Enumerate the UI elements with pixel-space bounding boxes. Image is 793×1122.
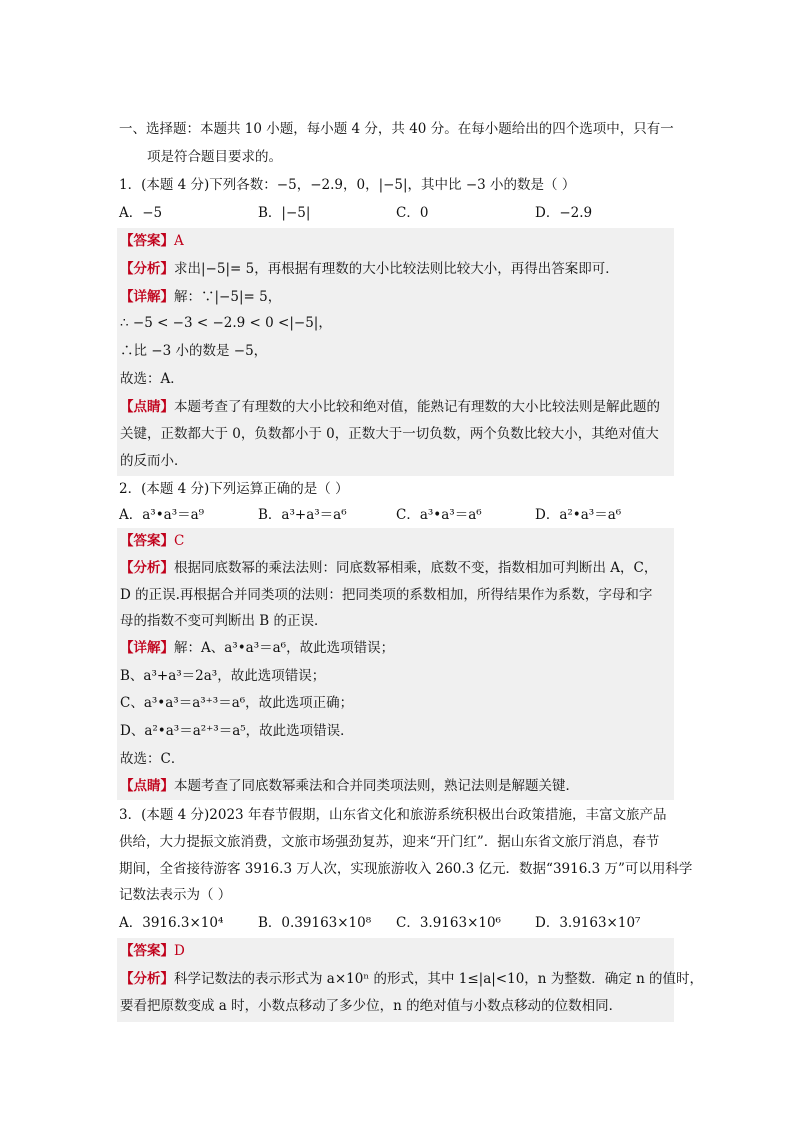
answer-tag: 【答案】 [120,533,174,549]
detail-text: 解：A、a³•a³＝a⁶，故此选项错误； [174,640,395,656]
q2-solution-box [117,528,674,800]
q1-choose: 故选：A． [120,371,184,387]
q2-stem: 2．(本题 4 分)下列运算正确的是（ ） [119,481,349,497]
analysis-text: 科学记数法的表示形式为 a×10ⁿ 的形式，其中 1≤|a|<10，n 为整数．确定 n 的值时， [174,971,704,987]
q1-option-c: C．0 [396,205,429,221]
q3-solution-box [117,938,704,1022]
analysis-text: 求出|−5|= 5，再根据有理数的大小比较法则比较大小，再得出答案即可． [174,261,619,277]
answer-value: C [174,533,185,549]
q1-detail [120,288,281,306]
comment-tag: 【点睛】 [120,778,174,794]
answer-value: A [174,233,184,249]
q1-comment-3: 的反而小． [120,453,188,469]
q1-option-b: B．|−5| [258,205,311,221]
q3-option-b: B．0.39163×10⁸ [258,915,372,931]
q2-analysis-2: D 的正误.再根据合并同类项的法则：把同类项的系数相加，所得结果作为系数，字母和字 [120,587,653,603]
analysis-tag: 【分析】 [120,560,174,576]
q2-detail-4: D、a²•a³＝a²⁺³＝a⁵，故此选项错误． [120,723,354,739]
q2-option-d: D．a²•a³＝a⁶ [535,507,622,523]
analysis-tag: 【分析】 [120,971,174,987]
q3-option-c: C．3.9163×10⁶ [396,915,501,931]
comment-text: 本题考查了有理数的大小比较和绝对值，能熟记有理数的大小比较法则是解此题的 [174,399,660,415]
q1-option-a: A．−5 [119,205,163,221]
q3-analysis [120,970,703,988]
q1-answer [120,232,184,250]
q1-analysis [120,260,619,278]
q2-analysis-3: 母的指数不变可判断出 B 的正误． [120,613,328,629]
q1-comment-2: 关键，正数都大于 0，负数都小于 0，正数大于一切负数，两个负数比较大小，其绝对值大 [120,426,659,442]
q2-answer [120,532,184,550]
q3-stem: 3．(本题 4 分)2023 年春节假期，山东省文化和旅游系统积极出台政策措施，丰富文旅产品 [119,807,667,823]
q3-option-a: A．3916.3×10⁴ [119,915,224,931]
answer-value: D [174,943,185,959]
q2-analysis [120,559,657,577]
section-heading: 一、选择题：本题共 10 小题，每小题 4 分，共 40 分。在每小题给出的四个选项中，只有一 [119,121,674,137]
q2-choose: 故选：C． [120,751,185,767]
answer-tag: 【答案】 [120,233,174,249]
q1-solution-box [117,228,674,476]
detail-tag: 【详解】 [120,289,174,305]
q3-stem-4: 记数法表示为（ ） [119,887,232,903]
q2-detail-3: C、a³•a³＝a³⁺³＝a⁶，故此选项正确； [120,695,354,711]
q3-stem-2: 供给，大力提振文旅消费，文旅市场强劲复苏，迎来“开门红”．据山东省文旅厅消息，春节 [119,834,660,850]
q1-detail-3: ∴比 −3 小的数是 −5， [120,343,268,359]
analysis-tag: 【分析】 [120,261,174,277]
q1-comment [120,398,660,416]
q2-detail-2: B、a³+a³＝2a³，故此选项错误； [120,668,326,684]
q2-comment [120,777,579,795]
q2-option-c: C．a³•a³＝a⁶ [396,507,482,523]
q1-option-d: D．−2.9 [535,205,593,221]
q2-option-a: A．a³•a³＝a⁹ [119,507,205,523]
q3-option-d: D．3.9163×10⁷ [535,915,641,931]
q1-detail-2: ∴ −5 < −3 < −2.9 < 0 <|−5|， [120,315,332,331]
detail-text: 解：∵|−5|= 5， [174,289,282,305]
q3-analysis-2: 要看把原数变成 a 时，小数点移动了多少位，n 的绝对值与小数点移动的位数相同． [120,998,623,1014]
q2-detail [120,639,394,657]
q1-stem: 1．(本题 4 分)下列各数：−5，−2.9，0，|−5|，其中比 −3 小的数是（ ） [119,177,576,193]
comment-text: 本题考查了同底数幂乘法和合并同类项法则，熟记法则是解题关键． [174,778,579,794]
q3-stem-3: 期间，全省接待游客 3916.3 万人次，实现旅游收入 260.3 亿元．数据“3916.3 万”可以用科学 [119,861,693,877]
section-heading-cont: 项是符合题目要求的。 [147,149,282,165]
analysis-text: 根据同底数幂的乘法法则：同底数幂相乘，底数不变，指数相加可判断出 A，C， [174,560,658,576]
answer-tag: 【答案】 [120,943,174,959]
detail-tag: 【详解】 [120,640,174,656]
comment-tag: 【点睛】 [120,399,174,415]
q2-option-b: B．a³+a³＝a⁶ [258,507,347,523]
q3-answer [120,942,185,960]
